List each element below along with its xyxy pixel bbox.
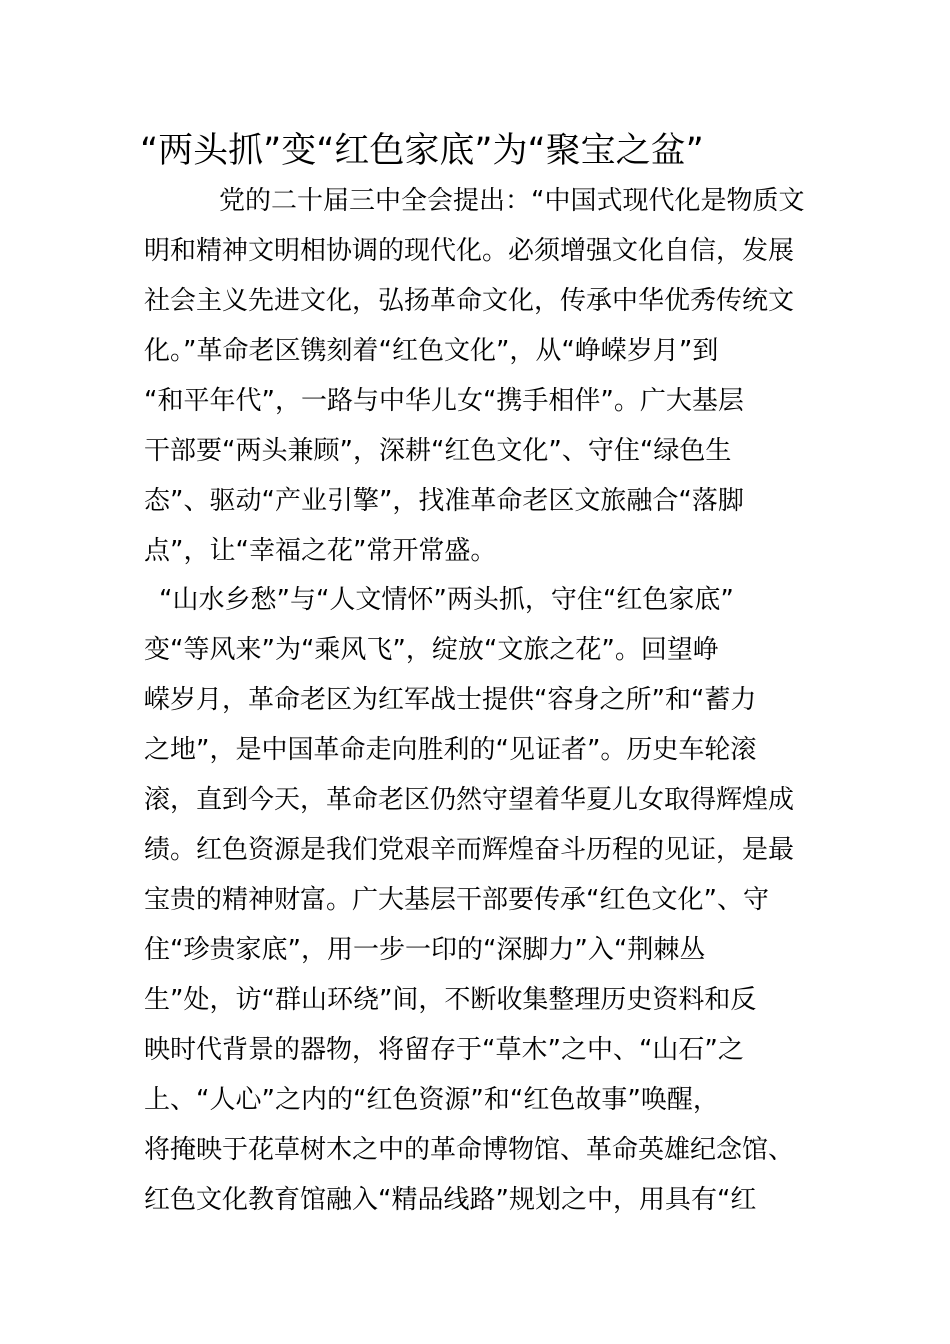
body-line: 将掩映于花草树木之中的革命博物馆、革命英雄纪念馆、 xyxy=(144,1135,795,1165)
body-line: 滚，直到今天，革命老区仍然守望着华夏儿女取得辉煌成 xyxy=(144,785,795,815)
body-line: 变“等风来”为“乘风飞”，绽放“文旅之花”。回望峥 xyxy=(144,635,719,665)
body-line: 上、“人心”之内的“红色资源”和“红色故事”唤醒， xyxy=(144,1085,719,1115)
body-line: 宝贵的精神财富。广大基层干部要传承“红色文化”、守 xyxy=(144,885,769,915)
body-line: 映时代背景的器物，将留存于“草木”之中、“山石”之 xyxy=(144,1035,744,1065)
body-line: “和平年代”，一路与中华儿女“携手相伴”。广大基层 xyxy=(144,386,744,416)
body-line: 红色文化教育馆融入“精品线路”规划之中，用具有“红 xyxy=(144,1185,757,1215)
body-line: 嵘岁月，革命老区为红军战士提供“容身之所”和“蓄力 xyxy=(144,685,757,715)
body-line: 党的二十届三中全会提出：“中国式现代化是物质文 xyxy=(219,186,805,216)
body-line: 绩。红色资源是我们党艰辛而辉煌奋斗历程的见证，是最 xyxy=(144,835,795,865)
body-line: 明和精神文明相协调的现代化。必须增强文化自信，发展 xyxy=(144,236,795,266)
body-line: 之地”，是中国革命走向胜利的“见证者”。历史车轮滚 xyxy=(144,735,757,765)
body-line: 住“珍贵家底”，用一步一印的“深脚力”入“荆棘丛 xyxy=(144,935,706,965)
body-line: 生”处，访“群山环绕”间，不断收集整理历史资料和反 xyxy=(144,985,757,1015)
body-line: 社会主义先进文化，弘扬革命文化，传承中华优秀传统文 xyxy=(144,286,795,316)
document-title: “两头抓”变“红色家底”为“聚宝之盆” xyxy=(140,131,704,171)
body-line: 化。”革命老区镌刻着“红色文化”，从“峥嵘岁月”到 xyxy=(144,336,719,366)
body-line: “山水乡愁”与“人文情怀”两头抓，守住“红色家底” xyxy=(159,585,734,615)
body-line: 态”、驱动“产业引擎”，找准革命老区文旅融合“落脚 xyxy=(144,486,744,516)
body-line: 点”，让“幸福之花”常开常盛。 xyxy=(144,536,497,566)
body-line: 干部要“两头兼顾”，深耕“红色文化”、守住“绿色生 xyxy=(144,436,732,466)
